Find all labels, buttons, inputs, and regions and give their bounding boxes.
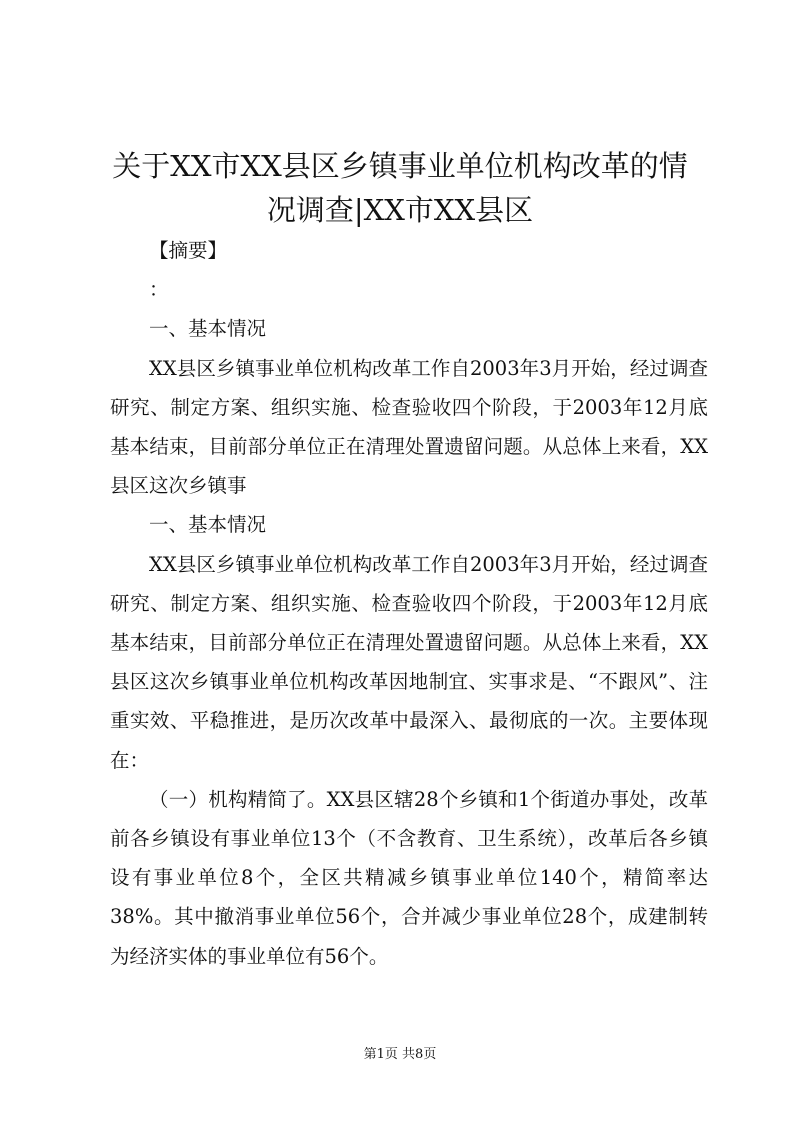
body-paragraph: XX县区乡镇事业单位机构改革工作自2003年3月开始，经过调查研究、制定方案、组织实施、检查验收四个阶段，于2003年12月底基本结束，目前部分单位正在清理处置遗留问题。从总体上来看，XX县区这次乡镇事 — [110, 356, 708, 498]
page-footer: 第1页 共8页 — [363, 1047, 437, 1062]
section-heading: 一、基本情况 — [149, 317, 267, 341]
abstract-label: 【摘要】 — [149, 239, 228, 262]
body-paragraph: XX县区乡镇事业单位机构改革工作自2003年3月开始，经过调查研究、制定方案、组织实施、检查验收四个阶段，于2003年12月底基本结束，目前部分单位正在清理处置遗留问题。从总体上来看，XX县区这次乡镇事业单位机构改革因地制宜、实事求是、“不跟风”、注重实效、平稳推进，是历次改革中最深入、最彻底的一次。主要体现在： — [110, 552, 708, 772]
section-heading: 一、基本情况 — [149, 513, 267, 537]
document-title: 关于XX市XX县区乡镇事业单位机构改革的情况调查|XX市XX县区 — [112, 149, 688, 227]
body-paragraph: （一）机构精简了。XX县区辖28个乡镇和1个街道办事处，改革前各乡镇设有事业单位13个（不含教育、卫生系统），改革后各乡镇设有事业单位8个，全区共精减乡镇事业单位140个，精简率达38%。其中撤消事业单位56个，合并减少事业单位28个，成建制转为经济实体的事业单位有56个。 — [110, 787, 708, 968]
document-body — [110, 231, 708, 976]
abstract-colon: ： — [149, 278, 169, 302]
